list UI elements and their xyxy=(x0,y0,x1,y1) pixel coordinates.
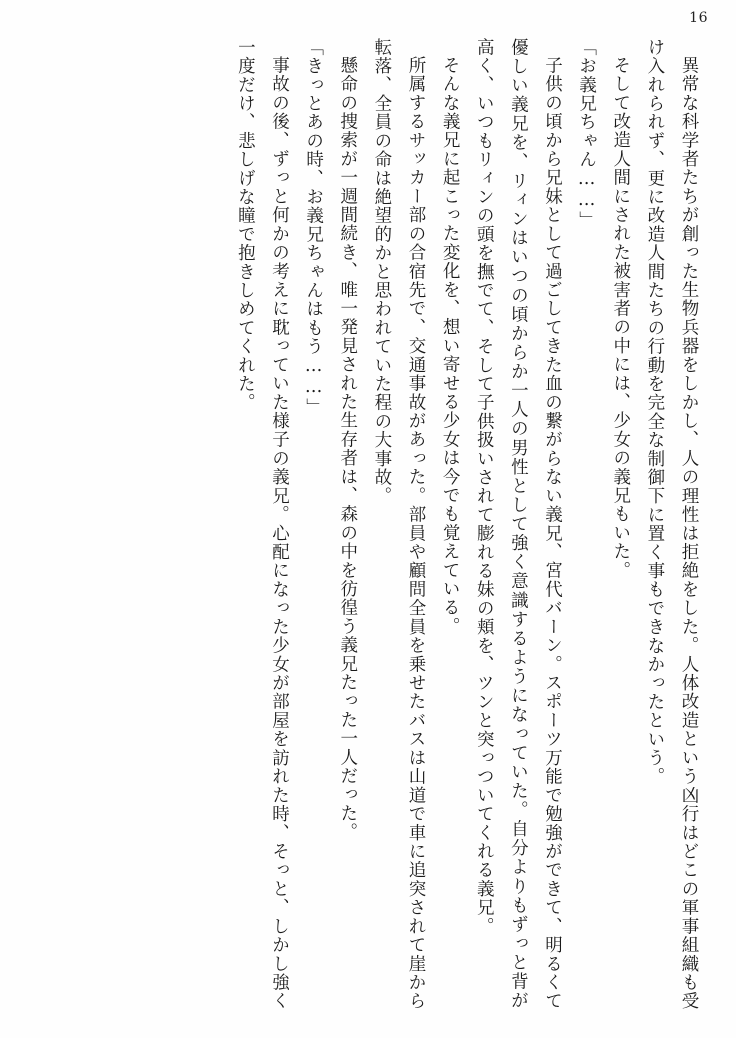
paragraph: そんな義兄に起こった変化を、想い寄せる少女は今でも覚えている。 xyxy=(440,55,461,636)
paragraph: 所属するサッカー部の合宿先で、交通事故があった。部員や顧問全員を乗せたバスは山道で車に追突されて崖から転落、全員の命は絶望的かと思われていた程の大事故。 xyxy=(371,38,426,1010)
paragraph: 異常な科学者たちが創った生物兵器をしかし、人の理性は拒絶をした。人体改造という凶行はどこの軍事組織も受け入れられず、更に改造人間たちの行動を完全な制御下に置く事もできなかったという。 xyxy=(644,38,699,1010)
paragraph: 子供の頃から兄妹として過ごしてきた血の繋がらない義兄、宮代バーン。スポーツ万能で勉強ができて、明るくて優しい義兄を、リィンはいつの頃からか一人の男性として強く意識するようになっていた。自分よりもずっと背が高く、いつもリィンの頭を撫でて、そして子供扱いされて膨れる妹の頬を、ツンと突っついてくれる義兄。 xyxy=(474,38,563,1010)
paragraph: 事故の後、ずっと何かの考えに耽っていた様子の義兄。心配になった少女が部屋を訪れた時、そっと、しかし強く一度だけ、悲しげな瞳で抱きしめてくれた。 xyxy=(235,38,290,1010)
paragraph: そして改造人間にされた被害者の中には、少女の義兄もいた。 xyxy=(610,55,631,580)
paragraph: 懸命の捜索が一週間続き、唯一発見された生存者は、森の中を彷徨う義兄たった一人だった。 xyxy=(337,55,358,841)
page-number: 16 xyxy=(689,10,708,26)
page-body-text xyxy=(40,38,706,1010)
paragraph-dialogue: 「お義兄ちゃん……」 xyxy=(576,38,597,230)
paragraph-dialogue: 「きっとあの時、お義兄ちゃんはもう……」 xyxy=(303,38,324,417)
